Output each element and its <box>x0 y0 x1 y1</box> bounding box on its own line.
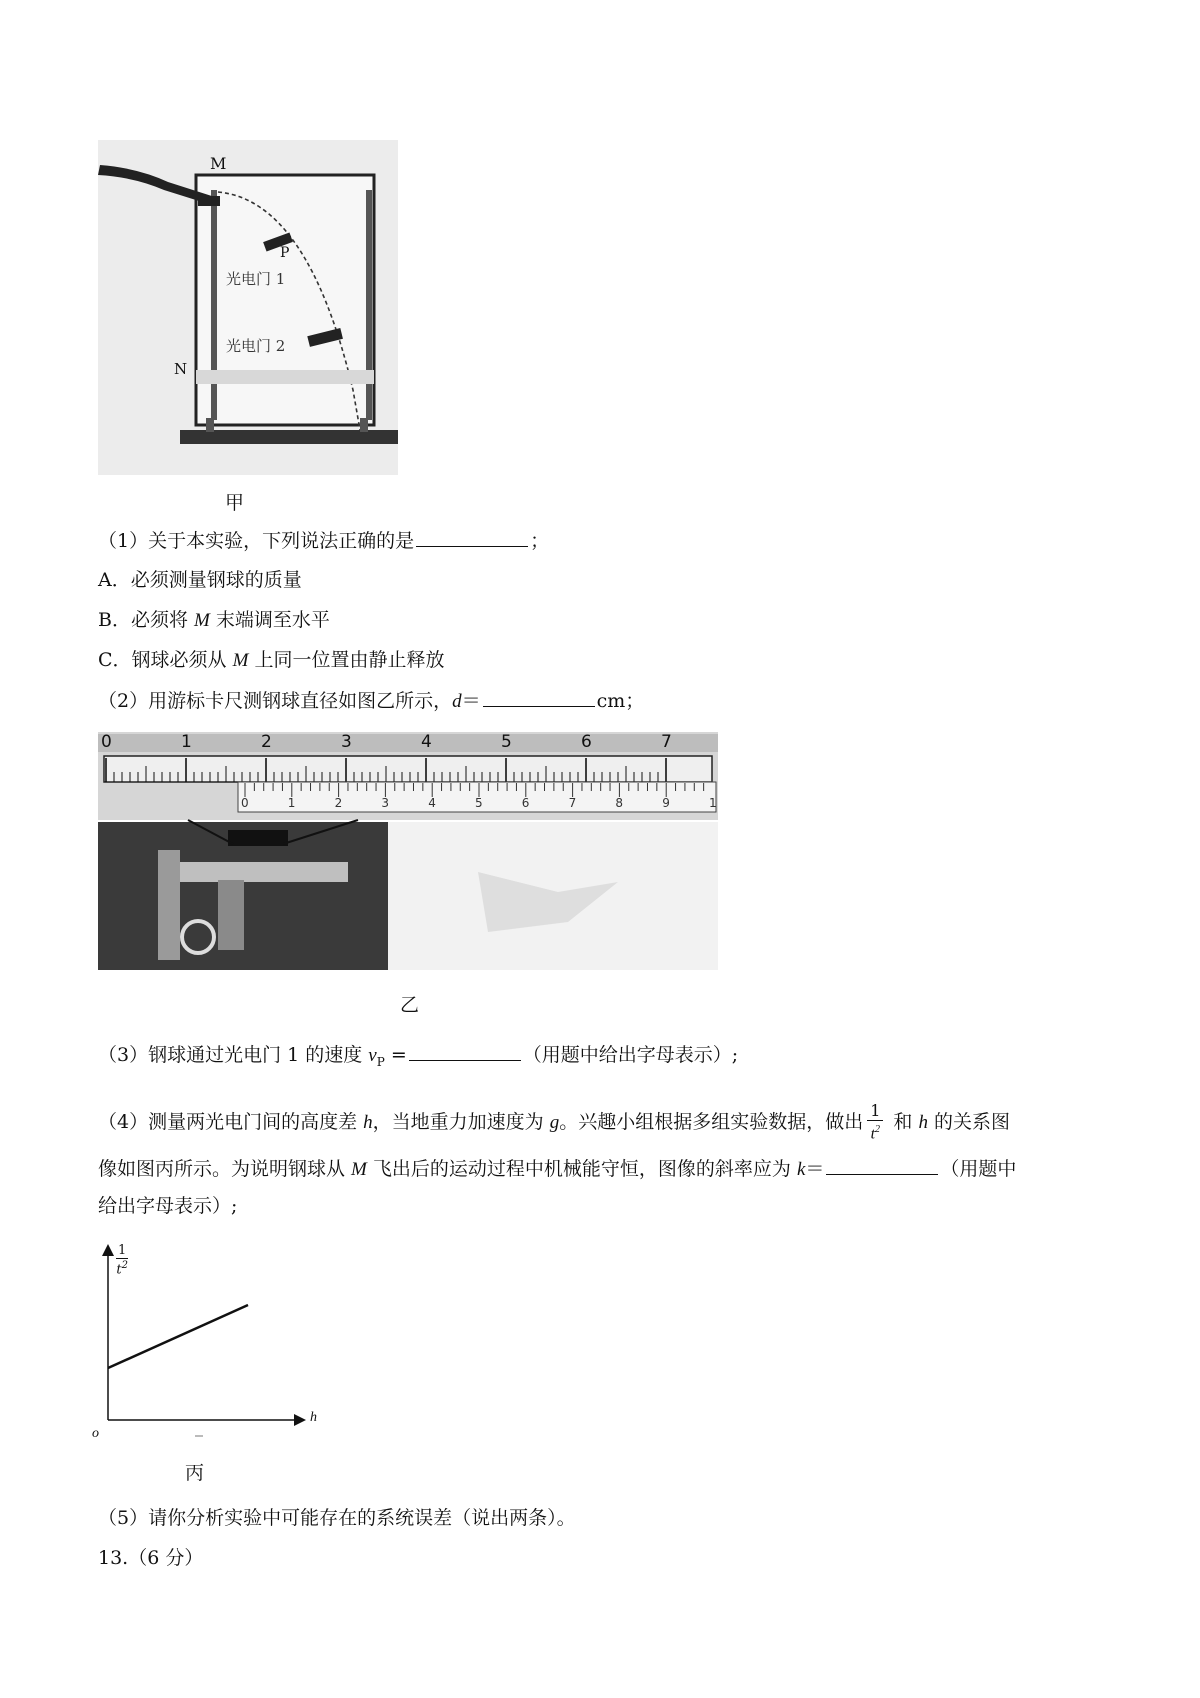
main-scale-label: 7 <box>661 732 672 752</box>
vernier-scale-label: 6 <box>521 796 530 810</box>
q1-answer-blank[interactable] <box>416 526 528 547</box>
y-axis-label: 1 $t^2$ <box>116 1243 128 1278</box>
q4-line3: 给出字母表示）; <box>98 1195 238 1217</box>
vernier-scale-label: 3 <box>381 796 390 810</box>
main-scale-label: 6 <box>581 732 592 752</box>
q5-stem: （5）请你分析实验中可能存在的系统误差（说出两条）。 <box>98 1507 576 1529</box>
vernier-scale-label: 4 <box>428 796 436 810</box>
main-scale-label: 5 <box>501 732 512 752</box>
figure-bing <box>90 1240 330 1440</box>
caption-bing: 丙 <box>185 1462 205 1484</box>
q4-line1: （4）测量两光电门间的高度差 h，当地重力加速度为 g。兴趣小组根据多组实验数据，做出 $\frac{1}{t^2}$ 和 h 的关系图 <box>98 1101 1011 1143</box>
q1-option-b: B．必须将 M 末端调至水平 <box>98 609 330 631</box>
label-M: M <box>210 154 227 173</box>
main-scale-label: 1 <box>181 732 192 752</box>
caption-jia: 甲 <box>225 492 245 514</box>
q13-heading: 13.（6 分） <box>98 1547 204 1569</box>
vernier-scale-label: 0 <box>241 796 249 810</box>
figure-yi <box>98 732 718 970</box>
q4-answer-blank[interactable] <box>826 1154 938 1175</box>
origin-label: o <box>92 1426 99 1441</box>
data-line <box>108 1305 248 1368</box>
vernier-scale-label: 9 <box>662 796 670 810</box>
main-scale-label: 2 <box>261 732 272 752</box>
vernier-scale-label: 5 <box>475 796 483 810</box>
vernier-scale-label: 7 <box>568 796 577 810</box>
vernier-scale-label: 1 <box>287 796 296 810</box>
vernier-caliper-figure <box>98 732 718 970</box>
figure-jia <box>98 140 398 475</box>
one-over-t-squared: $\frac{1}{t^2}$ <box>867 1102 883 1143</box>
main-scale-label: 0 <box>101 732 112 752</box>
q2-stem: （2）用游标卡尺测钢球直径如图乙所示，d＝ cm； <box>98 686 644 716</box>
vernier-scale-label: 2 <box>334 796 343 810</box>
main-scale-label: 3 <box>341 732 352 752</box>
label-gate2: 光电门 2 <box>226 337 286 355</box>
figure-jia-apparatus <box>98 140 398 475</box>
q1-stem: （1）关于本实验，下列说法正确的是 ； <box>98 526 549 555</box>
q1-option-c: C．钢球必须从 M 上同一位置由静止释放 <box>98 649 445 671</box>
label-N: N <box>174 360 188 378</box>
x-axis-label: h <box>310 1410 317 1425</box>
q4-line2: 像如图丙所示。为说明钢球从 M 飞出后的运动过程中机械能守恒，图像的斜率应为 k＝ （用题中 <box>98 1154 1016 1184</box>
vernier-scale-label: 8 <box>615 796 624 810</box>
main-scale-label: 4 <box>421 732 432 752</box>
label-P: P <box>280 245 290 261</box>
vernier-scale-label: 1 <box>709 796 717 810</box>
caption-yi: 乙 <box>400 994 420 1016</box>
q3-answer-blank[interactable] <box>409 1040 521 1061</box>
q1-option-a: A．必须测量钢球的质量 <box>98 569 302 591</box>
q2-answer-blank[interactable] <box>483 686 595 707</box>
label-gate1: 光电门 1 <box>226 270 286 288</box>
q3-stem: （3）钢球通过光电门 1 的速度 $v_P$ = （用题中给出字母表示）; <box>98 1040 738 1076</box>
